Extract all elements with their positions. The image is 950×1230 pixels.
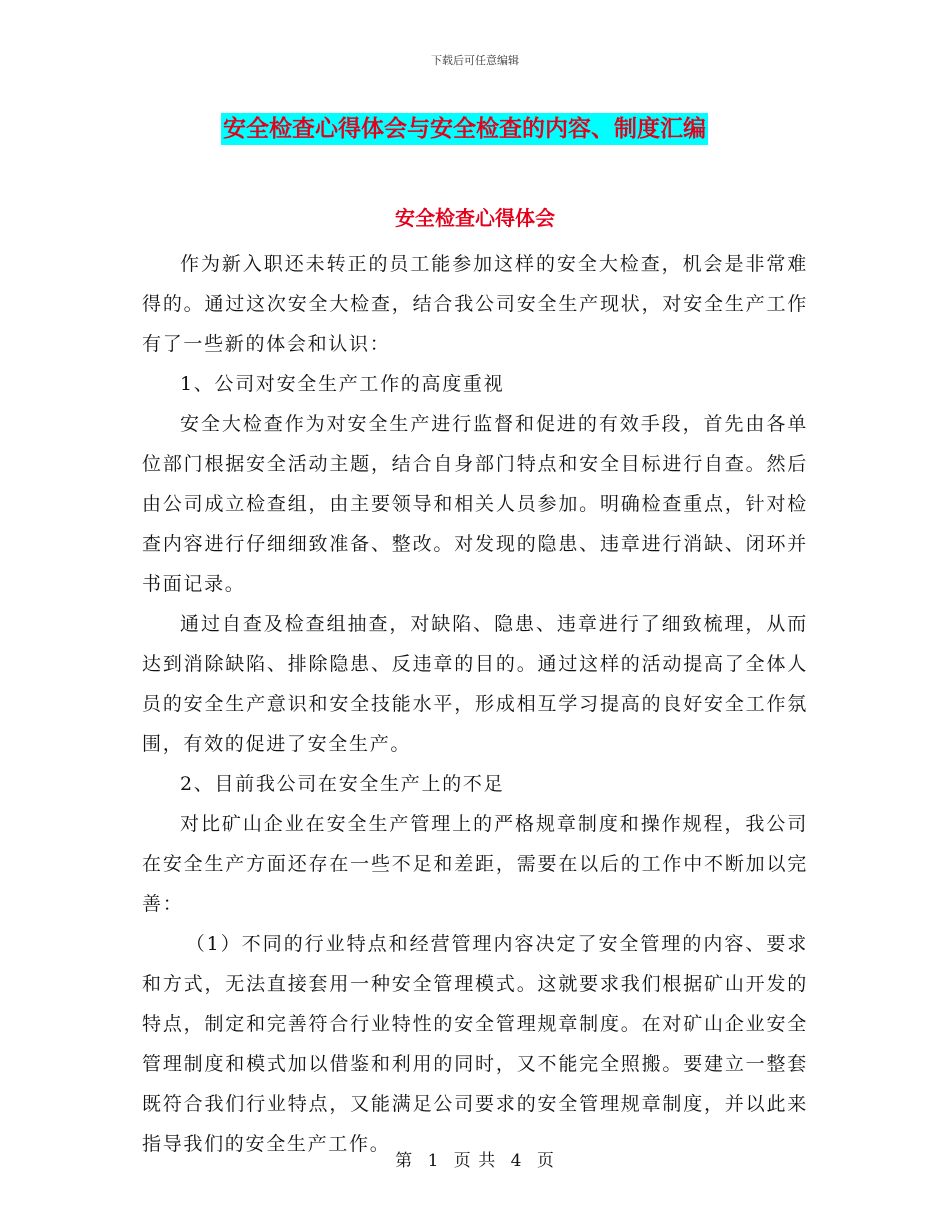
page-number-footer: [0, 1146, 950, 1171]
header-note: 下载后可任意编辑: [431, 54, 519, 67]
page-total: 4: [510, 1151, 523, 1171]
page-current: 1: [427, 1151, 440, 1171]
paragraph: 安全大检查作为对安全生产进行监督和促进的有效手段，首先由各单位部门根据安全活动主题，结合自身部门特点和安全目标进行自查。然后由公司成立检查组，由主要领导和相关人员参加。明确检查重点，针对检查内容进行仔细细致准备、整改。对发现的隐患、违章进行消缺、闭环并书面记录。: [142, 413, 808, 595]
paragraph: 通过自查及检查组抽查，对缺陷、隐患、违章进行了细致梳理，从而达到消除缺陷、排除隐患、反违章的目的。通过这样的活动提高了全体人员的安全生产意识和安全技能水平，形成相互学习提高的良好安全工作氛围，有效的促进了安全生产。: [142, 613, 808, 755]
page-prefix: 第: [395, 1151, 414, 1171]
subheading: 1、公司对安全生产工作的高度重视: [180, 373, 505, 395]
document-body: [142, 244, 808, 1164]
paragraph: （1）不同的行业特点和经营管理内容决定了安全管理的内容、要求和方式，无法直接套用一种安全管理模式。这就要求我们根据矿山开发的特点，制定和完善符合行业特性的安全管理规章制度。在对矿山企业安全管理制度和模式加以借鉴和利用的同时，又不能完全照搬。要建立一整套既符合我们行业特点，又能满足公司要求的安全管理规章制度，并以此来指导我们的安全生产工作。: [142, 933, 808, 1155]
paragraph: 作为新入职还未转正的员工能参加这样的安全大检查，机会是非常难得的。通过这次安全大检查，结合我公司安全生产现状，对安全生产工作有了一些新的体会和认识：: [142, 253, 808, 355]
document-title: 安全检查心得体会与安全检查的内容、制度汇编: [221, 113, 708, 145]
page-middle: 页 共: [453, 1151, 497, 1171]
page-suffix: 页: [536, 1151, 555, 1171]
paragraph: 对比矿山企业在安全生产管理上的严格规章制度和操作规程，我公司在安全生产方面还存在一些不足和差距，需要在以后的工作中不断加以完善：: [142, 813, 808, 915]
subheading: 2、目前我公司在安全生产上的不足: [180, 773, 505, 795]
section-title: 安全检查心得体会: [395, 206, 555, 230]
